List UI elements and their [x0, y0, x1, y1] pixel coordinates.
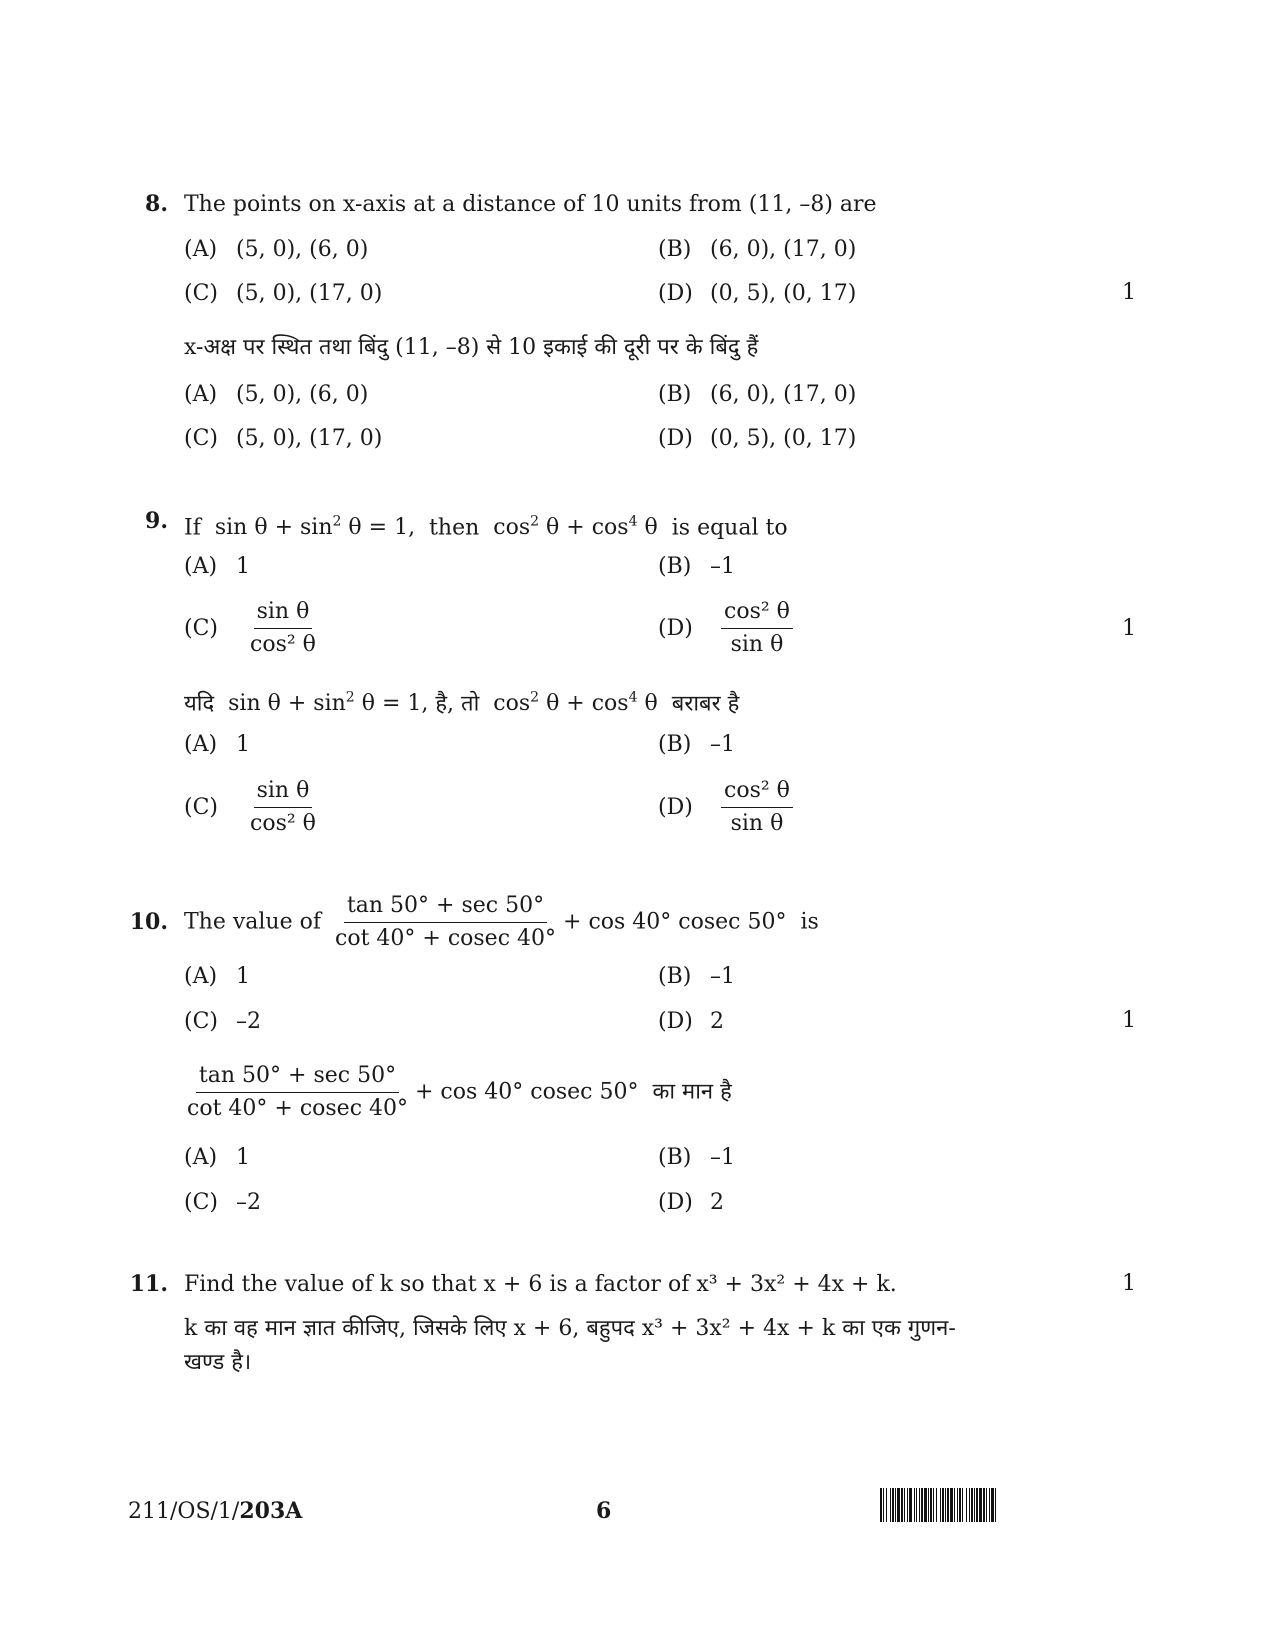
marks: 1 — [1122, 1008, 1136, 1033]
marks: 1 — [1122, 280, 1136, 305]
option-c: (C) –2 — [184, 1009, 261, 1034]
option-a: (A) 1 — [184, 554, 250, 579]
option-c: (C) (5, 0), (17, 0) — [184, 281, 383, 306]
barcode-icon — [880, 1488, 1142, 1522]
option-b: (B) –1 — [658, 554, 735, 579]
option-a-hindi: (A) 1 — [184, 732, 250, 757]
marks: 1 — [1122, 1271, 1136, 1296]
option-b-hindi: (B) (6, 0), (17, 0) — [658, 382, 857, 407]
question-text-hindi: यदि $\sin \theta + \sin^2 \theta = 1$, है, तो $\cos^2 \theta + \cos^4 \theta$ बराबर है — [184, 690, 740, 717]
question-number: 9. — [145, 508, 168, 534]
option-d-hindi: (D) $\frac{\text{cos² θ}}{\text{sin θ}}$ — [658, 777, 797, 838]
marks: 1 — [1122, 616, 1136, 641]
option-b-hindi: (B) –1 — [658, 732, 735, 757]
question-number: 8. — [145, 191, 168, 217]
option-c-hindi: (C) –2 — [184, 1190, 261, 1215]
option-a: (A) 1 — [184, 964, 250, 989]
question-number: 10. — [129, 909, 168, 935]
question-text-hindi-line1: k का वह मान ज्ञात कीजिए, जिसके लिए x + 6, बहुपद x³ + 3x² + 4x + k का एक गुणन- — [184, 1316, 956, 1341]
paper-code: 211/OS/1/203A — [128, 1498, 303, 1524]
option-c-hindi: (C) (5, 0), (17, 0) — [184, 426, 383, 451]
question-text-hindi-line2: खण्ड है। — [184, 1350, 252, 1375]
option-d: (D) (0, 5), (0, 17) — [658, 281, 857, 306]
option-a: (A) (5, 0), (6, 0) — [184, 237, 369, 262]
option-d: (D) 2 — [658, 1009, 724, 1034]
option-b: (B) –1 — [658, 964, 735, 989]
option-d-hindi: (D) 2 — [658, 1190, 724, 1215]
question-text-hindi: x-अक्ष पर स्थित तथा बिंदु (11, –8) से 10 इकाई की दूरी पर के बिंदु हैं — [184, 335, 759, 360]
page-number: 6 — [596, 1498, 612, 1524]
option-d: (D) $\frac{\text{cos² θ}}{\text{sin θ}}$ — [658, 598, 797, 659]
question-text-english: The value of $\frac{\tan 50^\circ + \sec 50^\circ}{\cot 40^\circ + cosec 40^\circ}$ + cos 40° cosec 50° is — [184, 893, 819, 951]
option-c-hindi: (C) $\frac{\text{sin θ}}{\text{cos² θ}}$ — [184, 778, 316, 836]
question-text-english: If $\sin \theta + \sin^2 \theta = 1$, then $\cos^2 \theta + \cos^4 \theta$ is equal to — [184, 514, 788, 541]
option-b-hindi: (B) –1 — [658, 1145, 735, 1170]
question-text-hindi: $\frac{\tan 50^\circ + \sec 50^\circ}{\cot 40^\circ + cosec 40^\circ}$ + cos 40° cosec 50° का मान है — [187, 1063, 732, 1121]
option-b: (B) (6, 0), (17, 0) — [658, 237, 857, 262]
question-text-english: Find the value of k so that x + 6 is a factor of x³ + 3x² + 4x + k. — [184, 1272, 897, 1297]
option-a-hindi: (A) 1 — [184, 1145, 250, 1170]
option-a-hindi: (A) (5, 0), (6, 0) — [184, 382, 369, 407]
question-text-english: The points on x-axis at a distance of 10 units from (11, –8) are — [184, 192, 877, 217]
option-d-hindi: (D) (0, 5), (0, 17) — [658, 426, 857, 451]
option-c: (C) $\frac{\text{sin θ}}{\text{cos² θ}}$ — [184, 599, 316, 657]
question-number: 11. — [129, 1271, 168, 1297]
